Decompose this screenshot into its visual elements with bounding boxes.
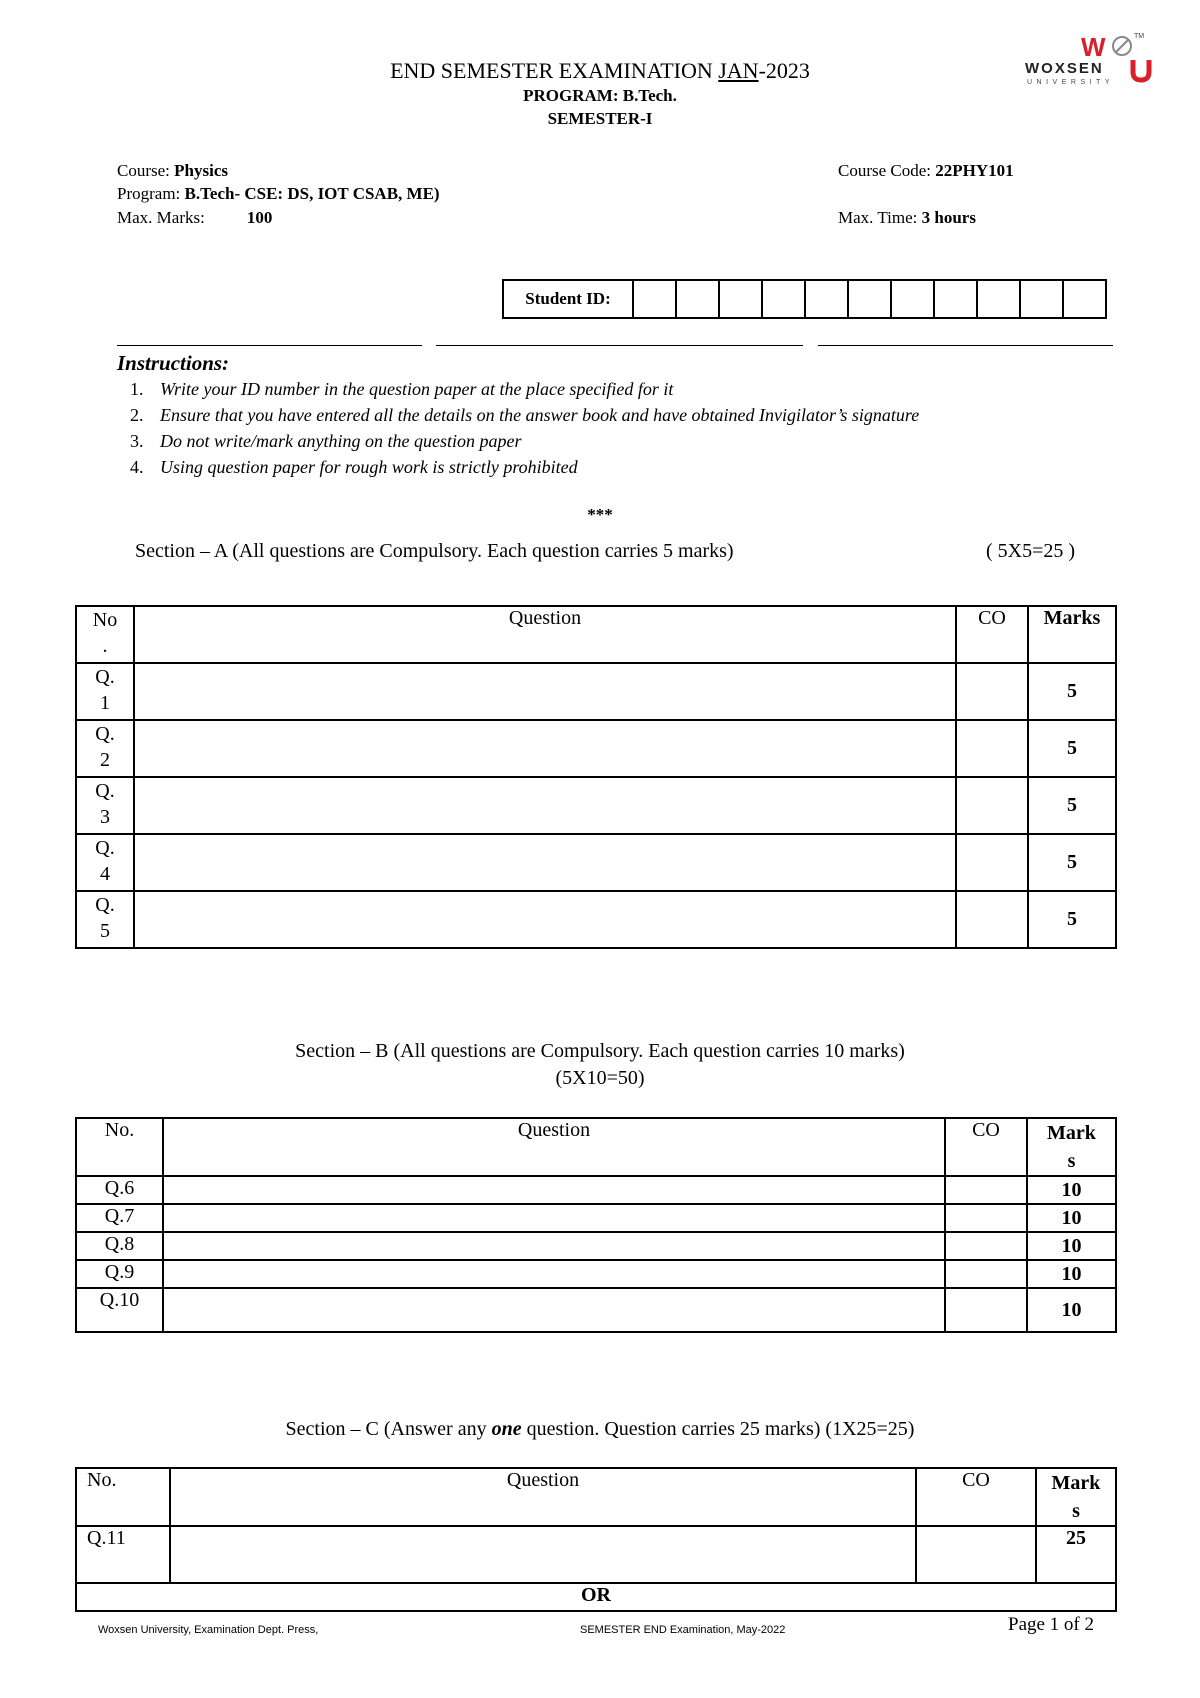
footer-left: Woxsen University, Examination Dept. Press,	[98, 1624, 319, 1636]
student-id-cell	[848, 280, 891, 318]
section-a-heading: Section – A (All questions are Compulsory. Each question carries 5 marks)	[135, 540, 734, 562]
question-number: Q.9	[76, 1260, 163, 1288]
co-cell	[956, 834, 1028, 891]
table-row	[76, 1526, 1116, 1583]
question-number: Q. 3	[76, 777, 134, 834]
logo-brand: WOXSEN	[1025, 60, 1104, 77]
semester-heading: SEMESTER-I	[547, 109, 653, 128]
co-cell	[945, 1204, 1027, 1232]
col-question-header: Question	[134, 606, 956, 663]
student-id-label: Student ID:	[503, 280, 633, 318]
or-separator: OR	[76, 1583, 1116, 1611]
col-marks-header: Marks	[1028, 606, 1116, 663]
marks-cell: 5	[1028, 663, 1116, 720]
section-b-marks-note: (5X10=50)	[555, 1067, 645, 1089]
student-id-cell	[633, 280, 676, 318]
instruction-item: 4. Using question paper for rough work is strictly prohibited	[130, 457, 578, 477]
marks-cell: 10	[1027, 1288, 1116, 1332]
co-cell	[945, 1260, 1027, 1288]
question-cell	[163, 1260, 945, 1288]
table-row	[76, 720, 1116, 777]
col-question-header: Question	[163, 1118, 945, 1176]
section-b-heading: Section – B (All questions are Compulsory. Each question carries 10 marks)	[295, 1040, 905, 1062]
question-number: Q.10	[76, 1288, 163, 1332]
svg-text:W: W	[1081, 32, 1106, 62]
co-cell	[945, 1232, 1027, 1260]
question-cell	[134, 720, 956, 777]
student-id-cell	[977, 280, 1020, 318]
col-no-header: No .	[76, 606, 134, 663]
section-c-table	[75, 1467, 1117, 1612]
max-time-line: Max. Time: 3 hours	[838, 208, 976, 227]
co-cell	[916, 1526, 1036, 1583]
student-id-cell	[805, 280, 848, 318]
marks-cell: 10	[1027, 1260, 1116, 1288]
co-cell	[956, 777, 1028, 834]
question-number: Q. 4	[76, 834, 134, 891]
marks-cell: 5	[1028, 777, 1116, 834]
marks-cell: 5	[1028, 834, 1116, 891]
table-row	[76, 834, 1116, 891]
section-a-table	[75, 605, 1117, 949]
instructions-heading: Instructions:	[117, 351, 230, 375]
col-co-header: CO	[916, 1468, 1036, 1526]
col-marks-header: Mark s	[1027, 1118, 1116, 1176]
co-cell	[945, 1288, 1027, 1332]
col-co-header: CO	[956, 606, 1028, 663]
col-no-header: No.	[76, 1468, 170, 1526]
col-co-header: CO	[945, 1118, 1027, 1176]
marks-cell: 10	[1027, 1232, 1116, 1260]
student-id-cell	[1020, 280, 1063, 318]
student-id-cell	[1063, 280, 1106, 318]
table-row	[76, 777, 1116, 834]
question-cell	[134, 777, 956, 834]
question-cell	[170, 1526, 916, 1583]
table-row	[76, 1176, 1116, 1204]
program-line: Program: B.Tech- CSE: DS, IOT CSAB, ME)	[117, 184, 440, 203]
divider-line	[818, 345, 1113, 346]
table-row	[76, 891, 1116, 948]
student-id-cell	[676, 280, 719, 318]
question-cell	[163, 1204, 945, 1232]
question-cell	[163, 1232, 945, 1260]
co-cell	[956, 891, 1028, 948]
footer-center: SEMESTER END Examination, May-2022	[580, 1624, 786, 1636]
course-line: Course: Physics	[117, 161, 228, 180]
divider-line	[117, 345, 422, 346]
question-number: Q.8	[76, 1232, 163, 1260]
marks-cell: 5	[1028, 720, 1116, 777]
student-id-cell	[762, 280, 805, 318]
question-number: Q. 1	[76, 663, 134, 720]
table-row	[76, 663, 1116, 720]
instruction-item: 2. Ensure that you have entered all the details on the answer book and have obtained Invigilator’s signature	[130, 405, 920, 425]
co-cell	[956, 720, 1028, 777]
question-number: Q.6	[76, 1176, 163, 1204]
trademark-mark: TM	[1134, 33, 1145, 40]
question-number: Q. 5	[76, 891, 134, 948]
program-heading: PROGRAM: B.Tech.	[523, 86, 677, 105]
course-code-line: Course Code: 22PHY101	[838, 161, 1014, 180]
student-id-cell	[891, 280, 934, 318]
col-question-header: Question	[170, 1468, 916, 1526]
co-cell	[945, 1176, 1027, 1204]
marks-cell: 10	[1027, 1176, 1116, 1204]
section-c-heading: Section – C (Answer any one question. Question carries 25 marks) (1X25=25)	[285, 1418, 915, 1440]
question-cell	[134, 663, 956, 720]
marks-cell: 5	[1028, 891, 1116, 948]
max-marks-line: Max. Marks: 100	[117, 208, 273, 227]
marks-cell: 10	[1027, 1204, 1116, 1232]
question-number: Q. 2	[76, 720, 134, 777]
student-id-box	[502, 279, 1107, 319]
table-row	[76, 1232, 1116, 1260]
exam-title: END SEMESTER EXAMINATION JAN-2023	[390, 58, 810, 83]
question-number: Q.7	[76, 1204, 163, 1232]
table-row	[76, 1204, 1116, 1232]
marks-cell: 25	[1036, 1526, 1116, 1583]
divider-line	[436, 345, 803, 346]
question-cell	[163, 1288, 945, 1332]
logo-sub: UNIVERSITY	[1027, 79, 1115, 86]
separator-stars: ***	[587, 505, 613, 524]
col-marks-header: Mark s	[1036, 1468, 1116, 1526]
question-cell	[134, 891, 956, 948]
section-a-marks-note: ( 5X5=25 )	[986, 540, 1076, 562]
question-cell	[163, 1176, 945, 1204]
col-no-header: No.	[76, 1118, 163, 1176]
co-cell	[956, 663, 1028, 720]
section-b-table	[75, 1117, 1117, 1333]
instruction-item: 1. Write your ID number in the question paper at the place specified for it	[130, 379, 674, 399]
table-row	[76, 1288, 1116, 1332]
instruction-item: 3. Do not write/mark anything on the question paper	[130, 431, 522, 451]
student-id-cell	[934, 280, 977, 318]
student-id-cell	[719, 280, 762, 318]
question-cell	[134, 834, 956, 891]
page-number: Page 1 of 2	[1008, 1614, 1095, 1635]
table-row	[76, 1260, 1116, 1288]
question-number: Q.11	[76, 1526, 170, 1583]
